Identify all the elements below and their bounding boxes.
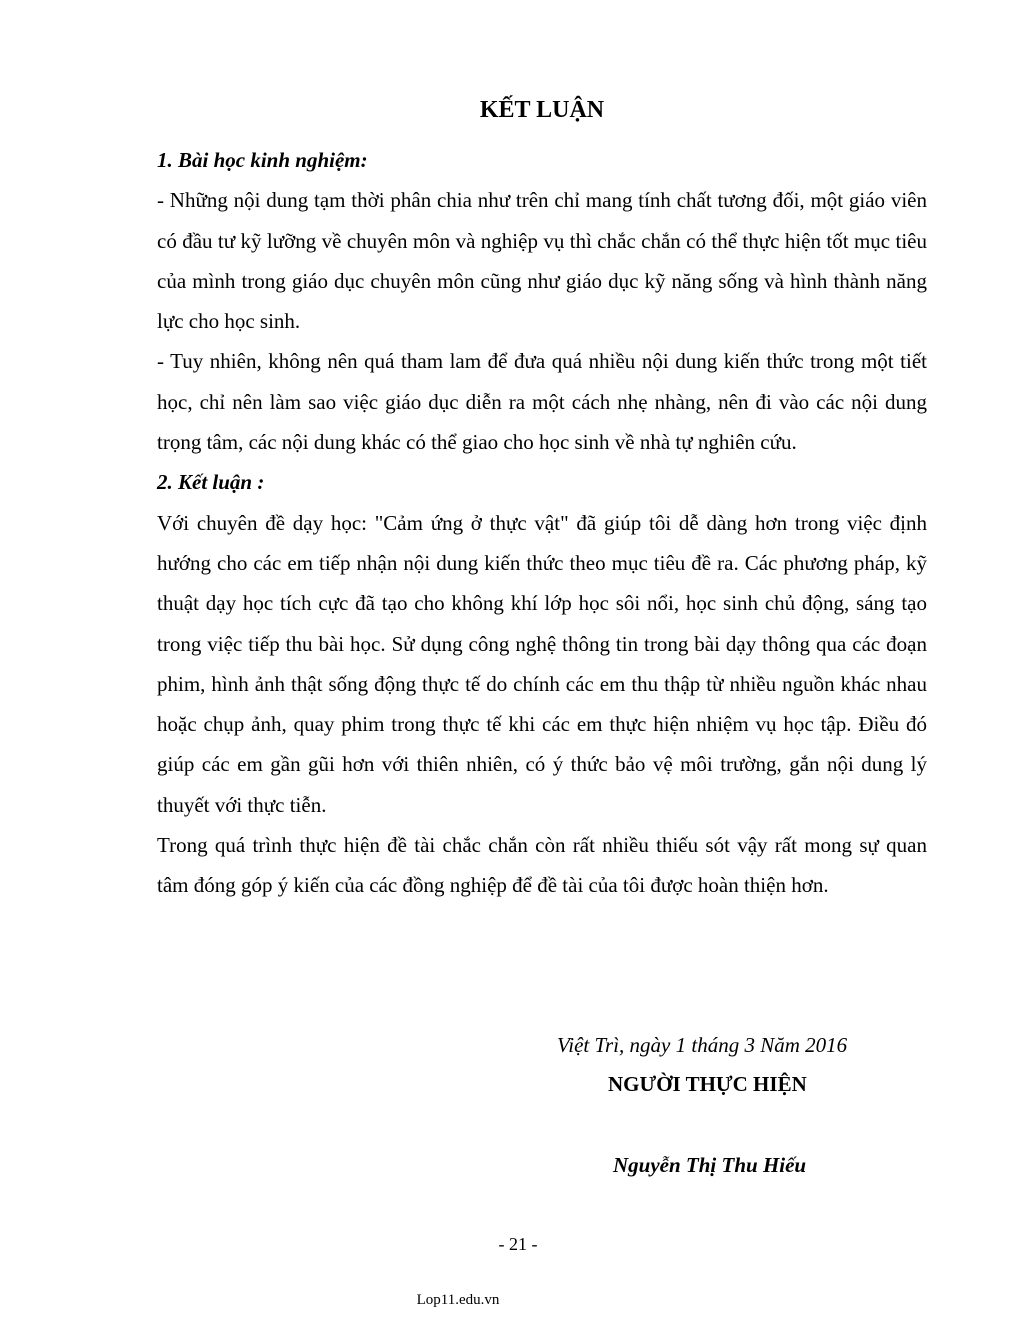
section-heading-conclusion: 2. Kết luận : — [157, 470, 265, 495]
paragraph-lessons-1: - Những nội dung tạm thời phân chia như trên chỉ mang tính chất tương đối, một giáo viên có đầu tư kỹ lưỡng về chuyên môn và nghiệp vụ thì chắc chắn có thể thực hiện tốt mục tiêu của mình trong giáo dục chuyên môn cũng như giáo dục kỹ năng sống và hình thành năng lực cho học sinh. — [157, 188, 927, 334]
page-number: - 21 - — [498, 1234, 538, 1254]
paragraph-lessons-2: - Tuy nhiên, không nên quá tham lam để đưa quá nhiều nội dung kiến thức trong một tiết học, chỉ nên làm sao việc giáo dục diễn ra một cách nhẹ nhàng, nên đi vào các nội dung trọng tâm, các nội dung khác có thể giao cho học sinh về nhà tự nghiên cứu. — [157, 349, 927, 455]
signature-place-date: Việt Trì, ngày 1 tháng 3 Năm 2016 — [557, 1033, 848, 1057]
signature-name: Nguyễn Thị Thu Hiếu — [613, 1153, 807, 1177]
page-title: KẾT LUẬN — [479, 97, 605, 123]
signature-role: NGƯỜI THỰC HIỆN — [608, 1072, 807, 1096]
document-body — [157, 140, 927, 906]
paragraph-conclusion-1: Với chuyên đề dạy học: "Cảm ứng ở thực vật" đã giúp tôi dễ dàng hơn trong việc định hướng cho các em tiếp nhận nội dung kiến thức theo mục tiêu đề ra. Các phương pháp, kỹ thuật dạy học tích cực đã tạo cho không khí lớp học sôi nổi, học sinh chủ động, sáng tạo trong việc tiếp thu bài học. Sử dụng công nghệ thông tin trong bài dạy thông qua các đoạn phim, hình ảnh thật sống động thực tế do chính các em thu thập từ nhiều nguồn khác nhau hoặc chụp ảnh, quay phim trong thực tế khi các em thực hiện nhiệm vụ học tập. Điều đó giúp các em gần gũi hơn với thiên nhiên, có ý thức bảo vệ môi trường, gắn nội dung lý thuyết với thực tiễn. — [157, 510, 927, 817]
footer-website: Lop11.edu.vn — [416, 1292, 500, 1308]
section-heading-lessons: 1. Bài học kinh nghiệm: — [157, 148, 368, 172]
paragraph-conclusion-2: Trong quá trình thực hiện đề tài chắc chắn còn rất nhiều thiếu sót vậy rất mong sự quan tâm đóng góp ý kiến của các đồng nghiệp để đề tài của tôi được hoàn thiện hơn. — [157, 833, 927, 898]
